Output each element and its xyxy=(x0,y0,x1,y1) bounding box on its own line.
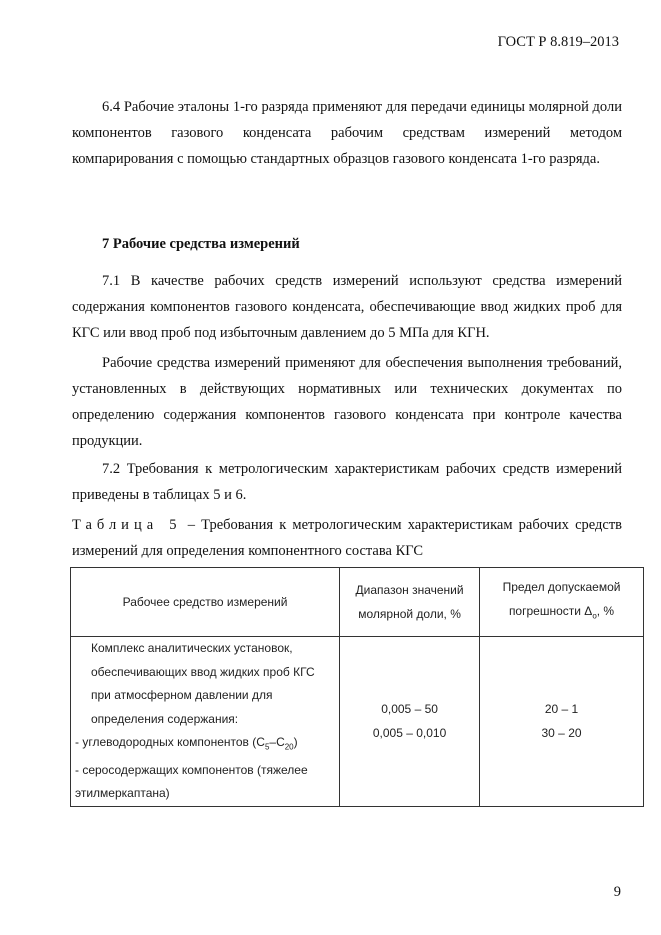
page-number: 9 xyxy=(613,884,621,900)
table-header-row xyxy=(71,568,644,637)
table-caption xyxy=(72,512,622,564)
range-hydrocarbons: 0,005 – 50 xyxy=(381,702,438,717)
range-values xyxy=(340,637,480,807)
error-hydrocarbons: 20 – 1 xyxy=(544,702,579,717)
col-header-range: Диапазон значений молярной доли, % xyxy=(340,568,480,637)
paragraph-7-2: 7.2 Требования к метрологическим характеристикам рабочих средств измерений приведены в таблицах 5 и 6. xyxy=(72,461,622,503)
error-sulfur: 30 – 20 xyxy=(541,726,582,741)
error-values xyxy=(480,637,644,807)
instrument-description xyxy=(71,637,340,807)
paragraph-6-4: 6.4 Рабочие эталоны 1-го разряда применяют для передачи единицы молярной доли компонентов газового конденсата рабочим средствам измерений методом компарирования с помощью стандартных образцов газового конденсата 1-го разряда. xyxy=(72,99,622,167)
instrument-description-text: Комплекс аналитических установок, обеспечивающих ввод жидких проб КГС при атмосферном давлении для определения содержания: xyxy=(91,641,315,726)
table-row xyxy=(71,637,644,807)
range-sulfur: 0,005 – 0,010 xyxy=(372,726,447,741)
table-caption-label: Таблица 5 xyxy=(72,517,182,533)
paragraph-7-1: 7.1 В качестве рабочих средств измерений используют средства измерений содержания компонентов газового конденсата, обеспечивающие ввод жидких проб для КГС или ввод проб под избыточным давлением до 5 МПа для КГН. xyxy=(72,273,622,341)
paragraph-7-1-continued: Рабочие средства измерений применяют для обеспечения выполнения требований, установленных в действующих нормативных или технических документах по определению содержания компонентов газового конденсата при контроле качества продукции. xyxy=(72,355,622,449)
instrument-item-hydrocarbons xyxy=(75,731,335,759)
document-header: ГОСТ Р 8.819–2013 xyxy=(497,34,619,50)
item1-sub2: 20 xyxy=(284,742,294,752)
col-header-error-text: Предел допускаемой погрешности Δ xyxy=(502,580,621,619)
item1-sub1: 5 xyxy=(264,742,270,752)
item1-mid: –C xyxy=(269,735,285,749)
table-caption-text: – Требования к метрологическим характеристикам рабочих средств измерений для определения компонентного состава КГС xyxy=(72,517,623,559)
section-7-heading: 7 Рабочие средства измерений xyxy=(102,236,300,252)
col-header-instrument: Рабочее средство измерений xyxy=(71,568,340,637)
col-header-error-end: , % xyxy=(596,604,615,619)
col-header-error-sub: о xyxy=(592,611,597,621)
item1-end: ) xyxy=(293,735,298,749)
item1-text: - углеводородных компонентов (C xyxy=(75,735,265,749)
instrument-item-sulfur: - серосодержащих компонентов (тяжелее этилмеркаптана) xyxy=(75,762,308,801)
col-header-error xyxy=(480,568,644,637)
table-5 xyxy=(70,567,644,807)
